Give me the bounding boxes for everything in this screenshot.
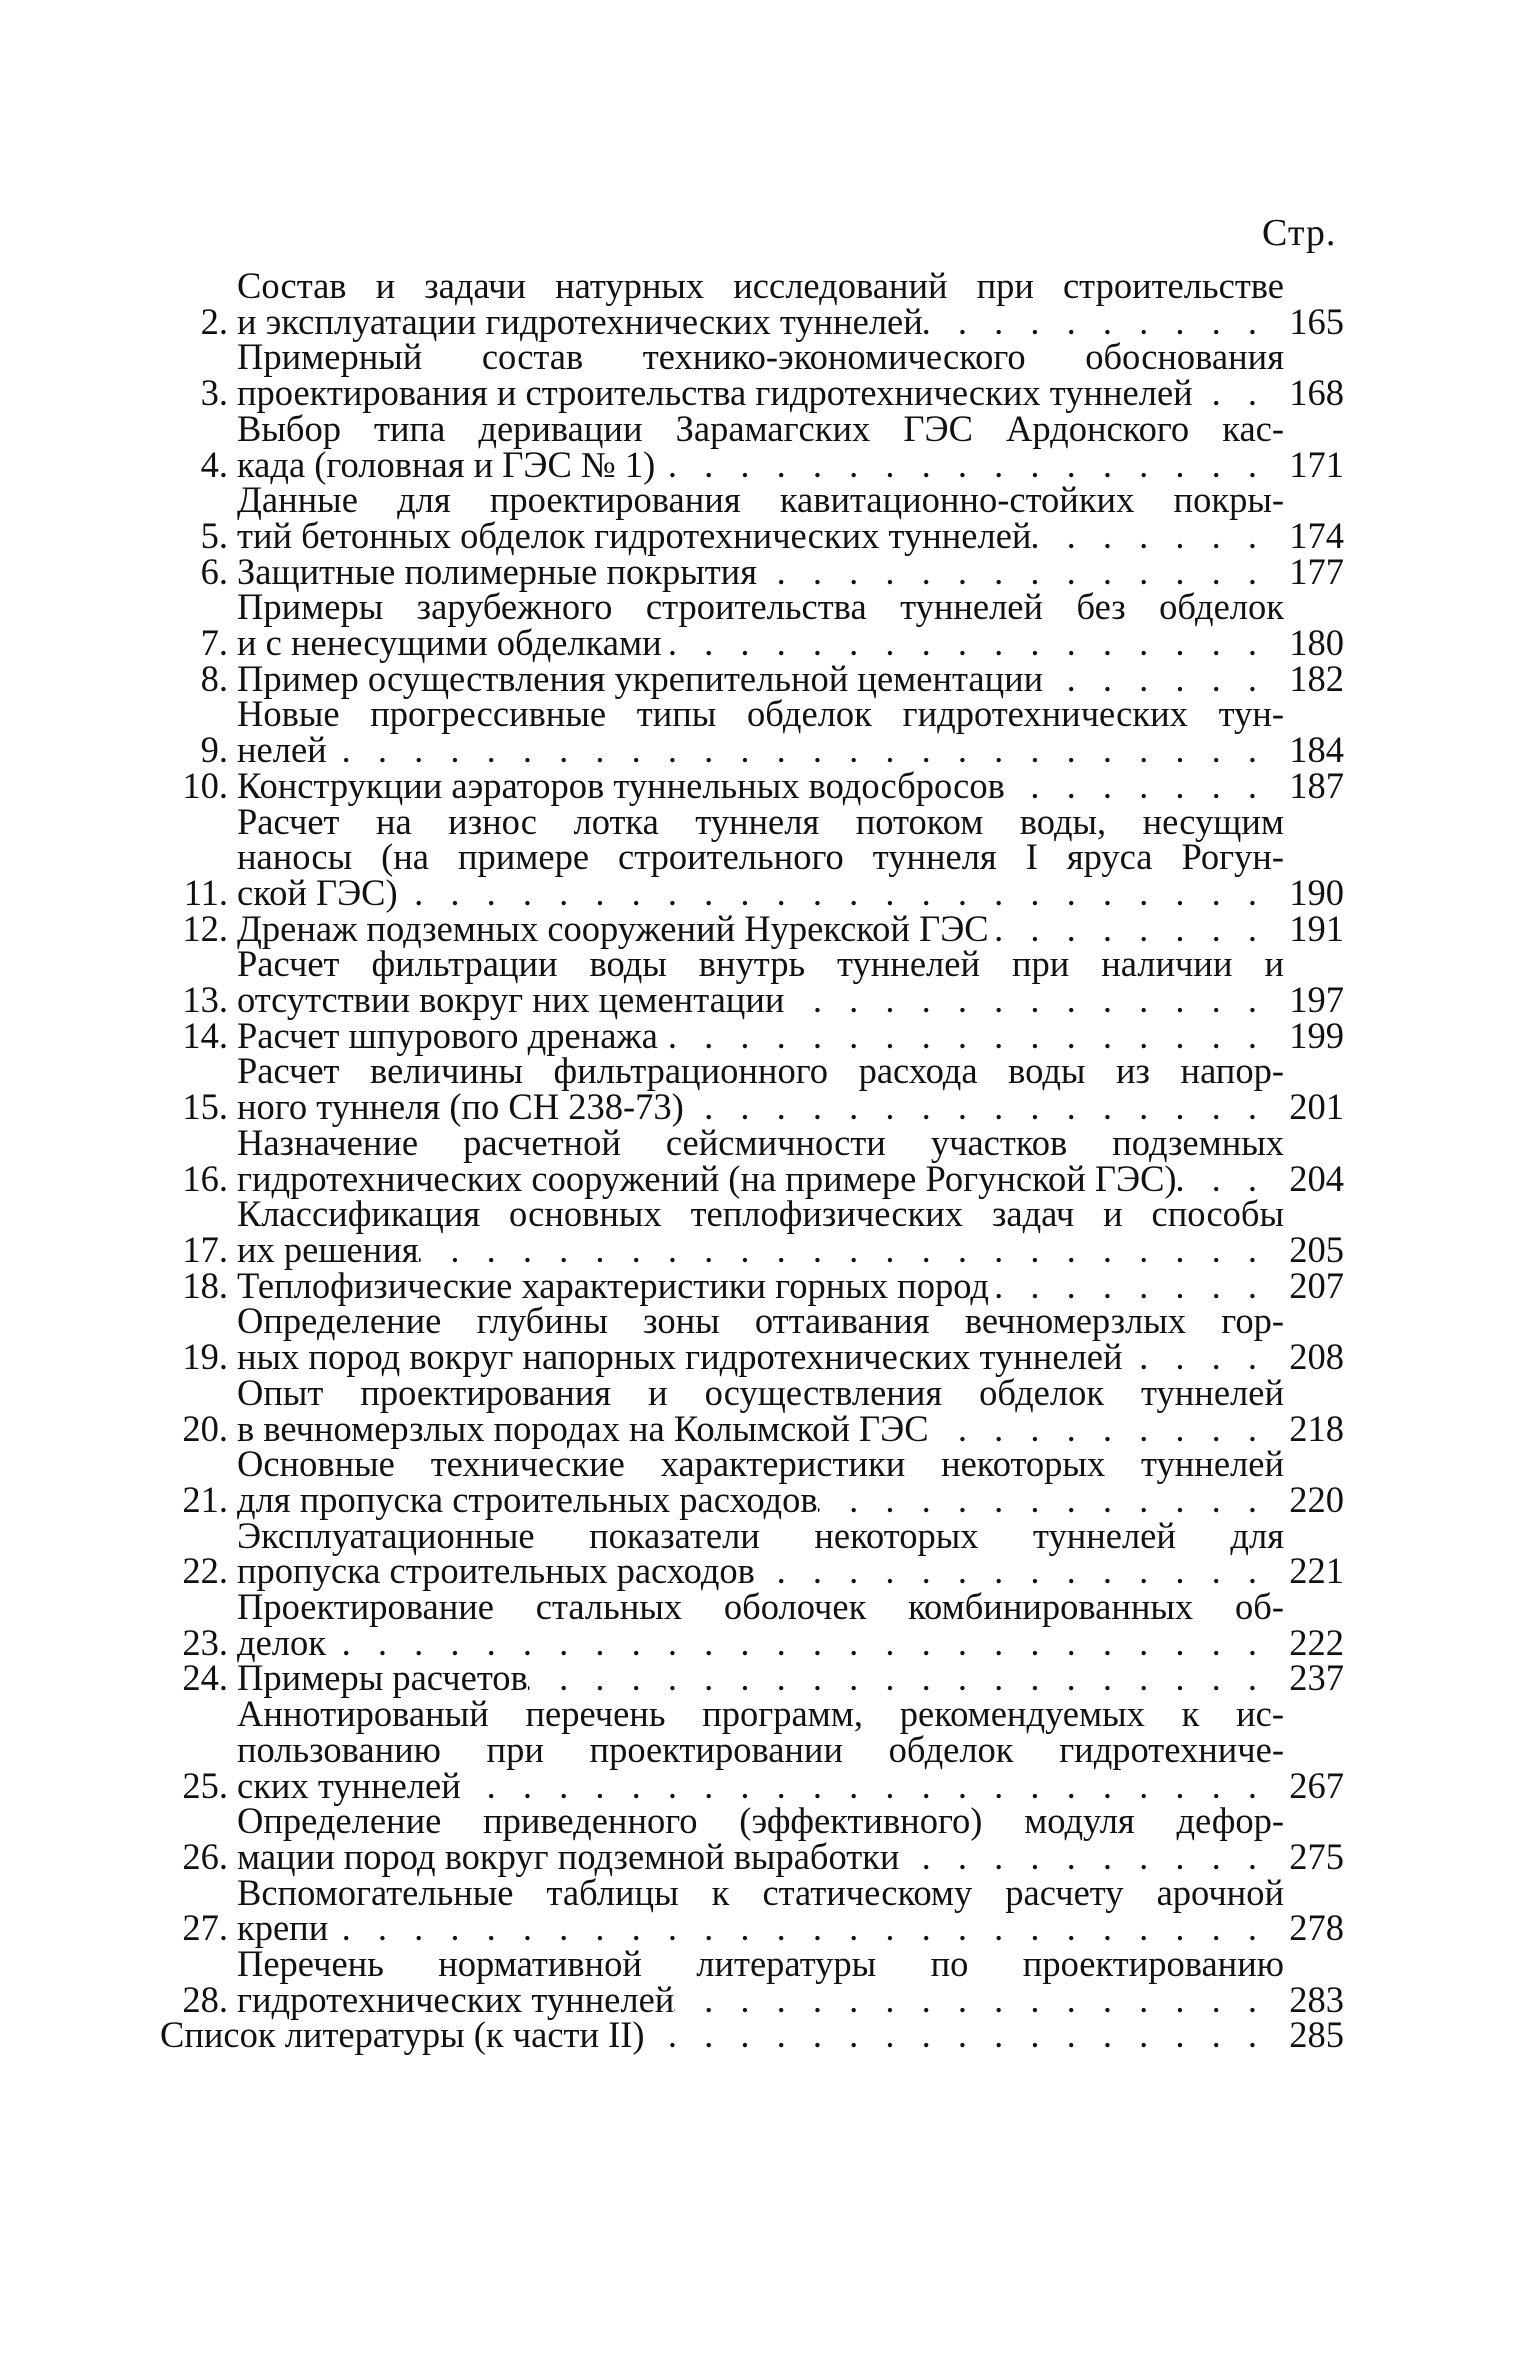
entry-page-number: 275 <box>1289 1835 1344 1877</box>
entry-title <box>237 1443 1284 1520</box>
entry-title-last-line <box>237 1550 1284 1592</box>
entry-page-number: 204 <box>1289 1157 1344 1199</box>
entry-title-text: тий бетонных обделок гидротехнических туннелей <box>237 514 1032 556</box>
toc-entry <box>160 1657 1344 1699</box>
toc-entry <box>160 2014 1344 2056</box>
entry-page-number: 187 <box>1289 764 1344 806</box>
entry-number: 10. <box>182 764 228 806</box>
entry-number: 23. <box>182 1621 228 1663</box>
dot-leader <box>784 982 1284 1018</box>
entry-title-line: Определение приведенного (эффективного) модуля дефор- <box>237 1800 1284 1842</box>
entry-page-number: 168 <box>1289 372 1344 414</box>
entry-page-number: 199 <box>1289 1014 1344 1056</box>
entry-title-line: Назначение расчетной сейсмичности участков подземных <box>237 1121 1284 1163</box>
entry-page-number: 191 <box>1289 907 1344 949</box>
entry-title-last-line <box>237 1478 1284 1520</box>
entry-title <box>237 1193 1284 1270</box>
dot-leader <box>1193 375 1284 411</box>
entry-title <box>160 2014 1284 2056</box>
dot-leader <box>929 1411 1284 1447</box>
entry-page-number: 190 <box>1289 871 1344 913</box>
entry-title-line: пользованию при проектировании обделок гидротехниче- <box>237 1728 1284 1770</box>
entry-title <box>237 764 1284 806</box>
entry-page-number: 208 <box>1289 1336 1344 1378</box>
entry-title <box>237 550 1284 592</box>
entry-page-number: 207 <box>1289 1264 1344 1306</box>
dot-leader <box>655 447 1284 483</box>
entry-title-text: крепи <box>237 1907 329 1949</box>
entry-title-line: Опыт проектирования и осуществления обделок туннелей <box>237 1371 1284 1413</box>
entry-title-text: Дренаж подземных сооружений Нурекской ГЭС <box>237 907 989 949</box>
entry-page-number: 237 <box>1289 1657 1344 1699</box>
entry-title-text: гидротехнических туннелей <box>237 1978 675 2020</box>
toc-entry <box>160 1443 1344 1520</box>
entry-title-line: Аннотированый перечень программ, рекомендуемых к ис- <box>237 1693 1284 1735</box>
entry-page-number: 180 <box>1289 622 1344 664</box>
entry-title-text: нелей <box>237 729 327 771</box>
entry-title-line: наносы (на примере строительного туннеля I яруса Рогун- <box>237 836 1284 878</box>
entry-title-line: Примерный состав технико-экономического обоснования <box>237 336 1284 378</box>
entry-page-number: 197 <box>1289 979 1344 1021</box>
entry-title-last-line <box>237 372 1284 414</box>
entry-title <box>237 1264 1284 1306</box>
entry-page-number: 174 <box>1289 514 1344 556</box>
entry-number: 28. <box>182 1978 228 2020</box>
entry-page-number: 222 <box>1289 1621 1344 1663</box>
entry-title-line: Новые прогрессивные типы обделок гидротехнических тун- <box>237 693 1284 735</box>
entry-title-line: Классификация основных теплофизических задач и способы <box>237 1193 1284 1235</box>
dot-leader <box>757 554 1284 590</box>
dot-leader <box>989 1268 1284 1304</box>
entry-page-number: 283 <box>1289 1978 1344 2020</box>
entry-title-text: ного туннеля (по СН 238-73) <box>237 1086 684 1128</box>
entry-page-number: 165 <box>1289 300 1344 342</box>
dot-leader <box>328 1910 1284 1946</box>
entry-number: 18. <box>182 1264 228 1306</box>
dot-leader <box>755 1553 1284 1589</box>
entry-title-last-line <box>237 1764 1284 1806</box>
entry-number: 14. <box>182 1014 228 1056</box>
entry-number: 26. <box>182 1835 228 1877</box>
entry-title-last-line <box>237 1157 1284 1199</box>
entry-page-number: 171 <box>1289 443 1344 485</box>
entry-number: 17. <box>182 1228 228 1270</box>
entry-title-line: Состав и задачи натурных исследований при строительстве <box>237 265 1284 306</box>
toc-entry <box>160 800 1344 913</box>
entry-title-last-line <box>237 1336 1284 1378</box>
entry-title-line: Перечень нормативной литературы по проектированию <box>237 1943 1284 1985</box>
entry-title-last-line <box>237 1014 1284 1056</box>
entry-number: 15. <box>182 1086 228 1128</box>
entry-title-text: ских туннелей <box>237 1764 461 1806</box>
entry-title-line: Основные технические характеристики некоторых туннелей <box>237 1443 1284 1485</box>
entry-page-number: 177 <box>1289 550 1344 592</box>
toc-entry <box>160 1871 1344 1949</box>
dot-leader <box>1031 518 1284 554</box>
entry-number: 13. <box>182 979 228 1021</box>
entry-title <box>237 657 1284 699</box>
entry-title-last-line <box>237 1835 1284 1877</box>
dot-leader <box>684 1089 1284 1125</box>
entry-title-last-line <box>237 1657 1284 1699</box>
dot-leader <box>818 1482 1284 1518</box>
dot-leader <box>1043 661 1284 697</box>
entry-title <box>237 800 1284 913</box>
entry-title-text: када (головная и ГЭС № 1) <box>237 443 656 485</box>
entry-page-number: 218 <box>1289 1407 1344 1449</box>
entry-title <box>237 1014 1284 1056</box>
entry-number: 5. <box>200 514 228 556</box>
entry-page-number: 278 <box>1289 1907 1344 1949</box>
entry-number: 24. <box>182 1657 228 1699</box>
dot-leader <box>1177 1161 1284 1197</box>
entry-title-text: их решения <box>237 1228 419 1270</box>
entry-title-last-line <box>237 907 1284 949</box>
entry-title <box>237 1586 1284 1663</box>
entry-title-line: Вспомогательные таблицы к статическому расчету арочной <box>237 1871 1284 1913</box>
entry-title <box>237 1657 1284 1699</box>
entry-title-last-line <box>237 443 1284 485</box>
toc-entry <box>160 1121 1344 1199</box>
entry-title <box>237 1514 1284 1592</box>
entry-number: 25. <box>182 1764 228 1806</box>
entry-title-line: Данные для проектирования кавитационно-стойких покры- <box>237 479 1284 521</box>
entry-number: 19. <box>182 1336 228 1378</box>
entry-title-text: Конструкции аэраторов туннельных водосбросов <box>237 764 1005 806</box>
entry-title-text: гидротехнических сооружений (на примере Рогунской ГЭС) <box>237 1157 1177 1199</box>
toc-entry <box>160 1800 1344 1877</box>
entry-title <box>237 1371 1284 1449</box>
toc-entry <box>160 1693 1344 1806</box>
entry-number: 16. <box>182 1157 228 1199</box>
entry-title <box>237 1300 1284 1378</box>
toc-entry <box>160 907 1344 949</box>
entry-page-number: 205 <box>1289 1228 1344 1270</box>
entry-title-text: Пример осуществления укрепительной цементации <box>237 657 1044 699</box>
entry-number: 27. <box>182 1907 228 1949</box>
entry-title-text: Защитные полимерные покрытия <box>237 550 758 592</box>
entry-number: 3. <box>200 372 228 414</box>
toc-entry <box>160 1050 1344 1128</box>
dot-leader <box>899 1839 1284 1875</box>
page-column-label: Стр. <box>1262 212 1337 254</box>
dot-leader <box>989 911 1284 947</box>
entry-title <box>237 1050 1284 1128</box>
toc-entry <box>160 1193 1344 1270</box>
entry-title <box>237 1693 1284 1806</box>
dot-leader <box>528 1660 1284 1696</box>
toc-entry <box>160 265 1344 342</box>
dot-leader <box>461 1768 1284 1804</box>
entry-title <box>237 1943 1284 2020</box>
entry-title-text: делок <box>237 1621 326 1663</box>
dot-leader <box>327 732 1284 768</box>
entry-number: 2. <box>200 300 228 342</box>
entry-title-line: Проектирование стальных оболочек комбинированных об- <box>237 1586 1284 1628</box>
toc-entry <box>160 764 1344 806</box>
toc-entry <box>160 1514 1344 1592</box>
entry-title <box>237 693 1284 771</box>
entry-title-text: и эксплуатации гидротехнических туннелей <box>237 300 923 342</box>
entry-title-line: Примеры зарубежного строительства туннелей без обделок <box>237 586 1284 628</box>
entry-title-last-line <box>237 729 1284 771</box>
entry-title-last-line <box>237 657 1284 699</box>
entry-title-text: Теплофизические характеристики горных пород <box>237 1264 989 1306</box>
entry-title-text: пропуска строительных расходов <box>237 1550 755 1592</box>
entry-title-last-line <box>237 1264 1284 1306</box>
entry-title-last-line <box>237 514 1284 556</box>
entry-title-last-line <box>237 550 1284 592</box>
table-of-contents <box>160 265 1344 2056</box>
toc-entry <box>160 1264 1344 1306</box>
toc-entry <box>160 550 1344 592</box>
entry-number: 4. <box>200 443 228 485</box>
entry-title-line: Расчет фильтрации воды внутрь туннелей при наличии и <box>237 943 1284 985</box>
entry-title-last-line <box>237 871 1284 913</box>
dot-leader <box>1005 768 1284 804</box>
dot-leader <box>398 875 1284 911</box>
entry-number: 11. <box>183 871 228 913</box>
entry-title-text: мации пород вокруг подземной выработки <box>237 1835 900 1877</box>
entry-title-last-line <box>237 300 1284 342</box>
entry-number: 6. <box>200 550 228 592</box>
entry-number: 9. <box>200 729 228 771</box>
entry-title-last-line <box>237 1978 1284 2020</box>
toc-entry <box>160 336 1344 414</box>
entry-page-number: 201 <box>1289 1086 1344 1128</box>
entry-title <box>237 1800 1284 1877</box>
entry-title-text: и с ненесущими обделками <box>237 622 662 664</box>
entry-title <box>237 1121 1284 1199</box>
entry-title-last-line <box>237 1228 1284 1270</box>
dot-leader <box>674 1982 1284 2018</box>
entry-title-line: Расчет на износ лотка туннеля потоком воды, несущим <box>237 800 1284 842</box>
toc-entry <box>160 407 1344 485</box>
entry-title <box>237 907 1284 949</box>
entry-page-number: 221 <box>1289 1550 1344 1592</box>
entry-title-line: Расчет величины фильтрационного расхода воды из напор- <box>237 1050 1284 1092</box>
toc-entry <box>160 479 1344 556</box>
entry-title-last-line <box>237 1621 1284 1663</box>
entry-title-text: для пропуска строительных расходов <box>237 1478 818 1520</box>
entry-title-line: Выбор типа деривации Зарамагских ГЭС Ардонского кас- <box>237 407 1284 449</box>
entry-title-last-line <box>237 622 1284 664</box>
entry-title-text: Список литературы (к части II) <box>160 2014 645 2056</box>
entry-title-last-line <box>237 1407 1284 1449</box>
toc-entry <box>160 1300 1344 1378</box>
entry-title <box>237 336 1284 414</box>
toc-entry <box>160 657 1344 699</box>
entry-title <box>237 943 1284 1021</box>
entry-title-last-line <box>237 1907 1284 1949</box>
entry-title-text: ской ГЭС) <box>237 871 398 913</box>
entry-title <box>237 1871 1284 1949</box>
toc-entry <box>160 1371 1344 1449</box>
entry-title-text: отсутствии вокруг них цементации <box>237 979 785 1021</box>
entry-page-number: 267 <box>1289 1764 1344 1806</box>
entry-title-text: ных пород вокруг напорных гидротехнических туннелей <box>237 1336 1123 1378</box>
dot-leader <box>326 1625 1284 1661</box>
toc-entry <box>160 1943 1344 2020</box>
entry-title-line: Определение глубины зоны оттаивания вечномерзлых гор- <box>237 1300 1284 1342</box>
entry-title <box>237 479 1284 556</box>
dot-leader <box>1122 1339 1284 1375</box>
dot-leader <box>419 1232 1284 1268</box>
entry-title-text: проектирования и строительства гидротехнических туннелей <box>237 372 1193 414</box>
toc-entry <box>160 693 1344 771</box>
entry-number: 20. <box>182 1407 228 1449</box>
entry-title-last-line <box>237 979 1284 1021</box>
toc-entry <box>160 586 1344 664</box>
entry-number: 7. <box>200 622 228 664</box>
entry-title-text: Примеры расчетов <box>237 1657 528 1699</box>
entry-title-text: в вечномерзлых породах на Колымской ГЭС <box>237 1407 929 1449</box>
entry-number: 21. <box>182 1478 228 1520</box>
toc-entry <box>160 1586 1344 1663</box>
entry-number: 22. <box>182 1550 228 1592</box>
entry-page-number: 184 <box>1289 729 1344 771</box>
dot-leader <box>923 304 1284 340</box>
entry-title-last-line <box>237 1086 1284 1128</box>
dot-leader <box>658 1018 1284 1054</box>
entry-title-line: Эксплуатационные показатели некоторых туннелей для <box>237 1514 1284 1556</box>
entry-title <box>237 265 1284 342</box>
toc-entry <box>160 943 1344 1021</box>
dot-leader <box>662 625 1284 661</box>
dot-leader <box>645 2017 1284 2053</box>
entry-title-last-line <box>160 2014 1284 2056</box>
entry-number: 8. <box>200 657 228 699</box>
entry-title <box>237 407 1284 485</box>
entry-title-last-line <box>237 764 1284 806</box>
entry-title <box>237 586 1284 664</box>
entry-title-text: Расчет шпурового дренажа <box>237 1014 658 1056</box>
entry-page-number: 285 <box>1289 2014 1344 2056</box>
entry-page-number: 220 <box>1289 1478 1344 1520</box>
entry-page-number: 182 <box>1289 657 1344 699</box>
entry-number: 12. <box>182 907 228 949</box>
toc-entry <box>160 1014 1344 1056</box>
